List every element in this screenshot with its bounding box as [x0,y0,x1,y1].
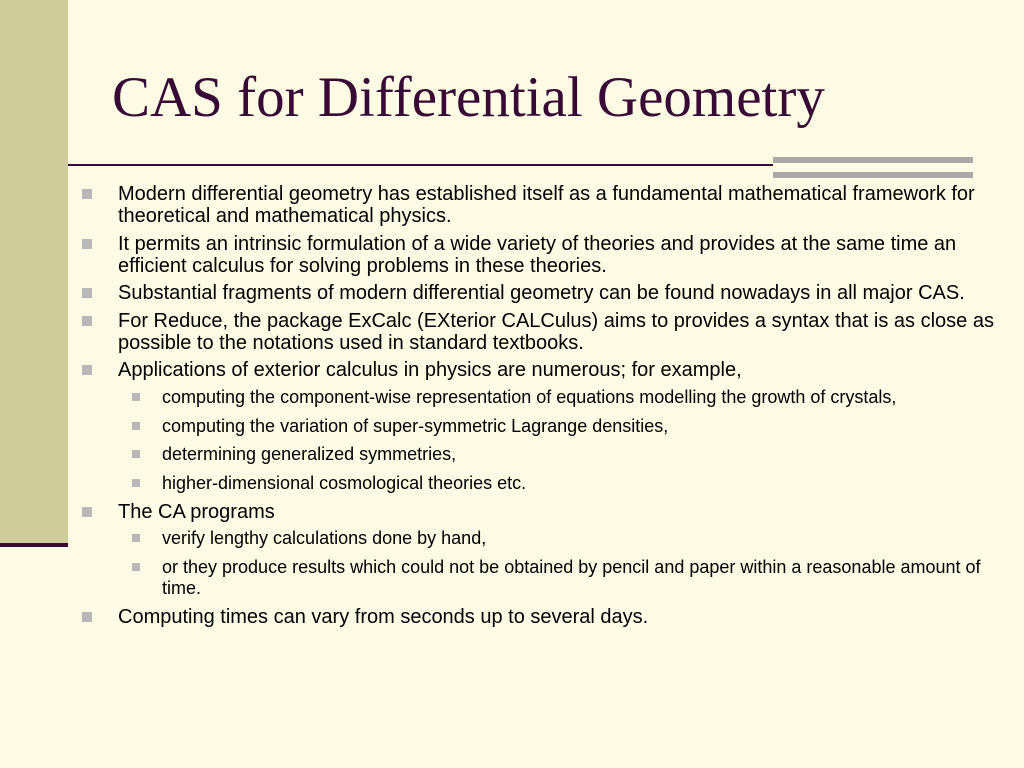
bullet-item [78,501,1014,523]
decorative-bar-bottom [773,172,973,178]
bullet-list [78,183,1014,634]
bullet-text: It permits an intrinsic formulation of a wide variety of theories and provides at the same time an efficient calculus for solving problems in these theories. [118,232,957,277]
square-sub-bullet-icon [132,422,140,430]
square-sub-bullet-icon [132,563,140,571]
square-sub-bullet-icon [132,450,140,458]
decorative-bar-top [773,157,973,163]
bullet-text: Modern differential geometry has established itself as a fundamental mathematical framework for theoretical and mathematical physics. [118,183,975,227]
slide-title: CAS for Differential Geometry [112,66,825,129]
bullet-item [78,183,1014,227]
left-accent-band [0,0,68,544]
left-accent-underline [0,543,68,547]
sub-bullet-item [78,473,1014,494]
sub-bullet-text: or they produce results which could not be obtained by pencil and paper within a reasonable amount of time. [162,556,981,598]
sub-bullet-item [78,416,1014,437]
square-sub-bullet-icon [132,393,140,401]
title-divider [68,164,773,166]
square-bullet-icon [82,189,92,199]
sub-bullet-text: computing the component-wise representation of equations modelling the growth of crystals, [162,386,897,407]
sub-bullet-item [78,387,1014,408]
bullet-item [78,282,1014,304]
sub-bullet-item [78,557,1014,599]
square-bullet-icon [82,288,92,298]
sub-bullet-text: determining generalized symmetries, [162,444,457,465]
square-sub-bullet-icon [132,479,140,487]
square-bullet-icon [82,365,92,375]
bullet-item [78,233,1014,277]
bullet-text: Substantial fragments of modern differential geometry can be found nowadays in all major CAS. [118,282,965,305]
square-bullet-icon [82,507,92,517]
bullet-item [78,606,1014,628]
square-bullet-icon [82,612,92,622]
bullet-text: The CA programs [118,500,275,523]
sub-bullet-text: higher-dimensional cosmological theories etc. [162,472,527,493]
bullet-text: For Reduce, the package ExCalc (EXterior CALCulus) aims to provides a syntax that is as close as possible to the notations used in standard textbooks. [118,309,994,354]
bullet-item [78,310,1014,354]
sub-bullet-text: computing the variation of super-symmetric Lagrange densities, [162,415,669,436]
square-sub-bullet-icon [132,534,140,542]
sub-bullet-item [78,444,1014,465]
square-bullet-icon [82,239,92,249]
sub-bullet-text: verify lengthy calculations done by hand, [162,528,487,549]
bullet-item [78,359,1014,381]
sub-bullet-item [78,528,1014,549]
bullet-text: Applications of exterior calculus in physics are numerous; for example, [118,359,742,382]
square-bullet-icon [82,316,92,326]
bullet-text: Computing times can vary from seconds up to several days. [118,605,649,628]
